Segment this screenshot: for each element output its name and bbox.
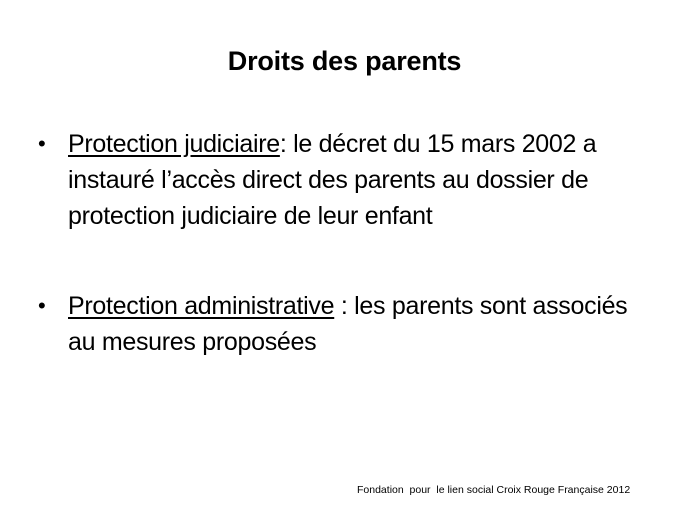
slide-footer: Fondation pour le lien social Croix Rouge Française 2012	[357, 484, 631, 496]
bullet-term: Protection judiciaire	[68, 130, 280, 158]
slide-title: Droits des parents	[227, 46, 462, 76]
bullet-list	[38, 126, 658, 360]
bullet-item-judiciaire	[38, 126, 658, 234]
bullet-icon: •	[38, 131, 46, 156]
bullet-item-administrative	[38, 288, 658, 360]
bullet-icon: •	[38, 293, 46, 318]
bullet-text: : le décret du 15 mars 2002 a instauré l’accès direct des parents au dossier de protection judiciaire de leur enfant	[68, 130, 597, 230]
bullet-term: Protection administrative	[68, 292, 335, 320]
bullet-text: : les parents sont associés au mesures proposées	[68, 292, 628, 356]
